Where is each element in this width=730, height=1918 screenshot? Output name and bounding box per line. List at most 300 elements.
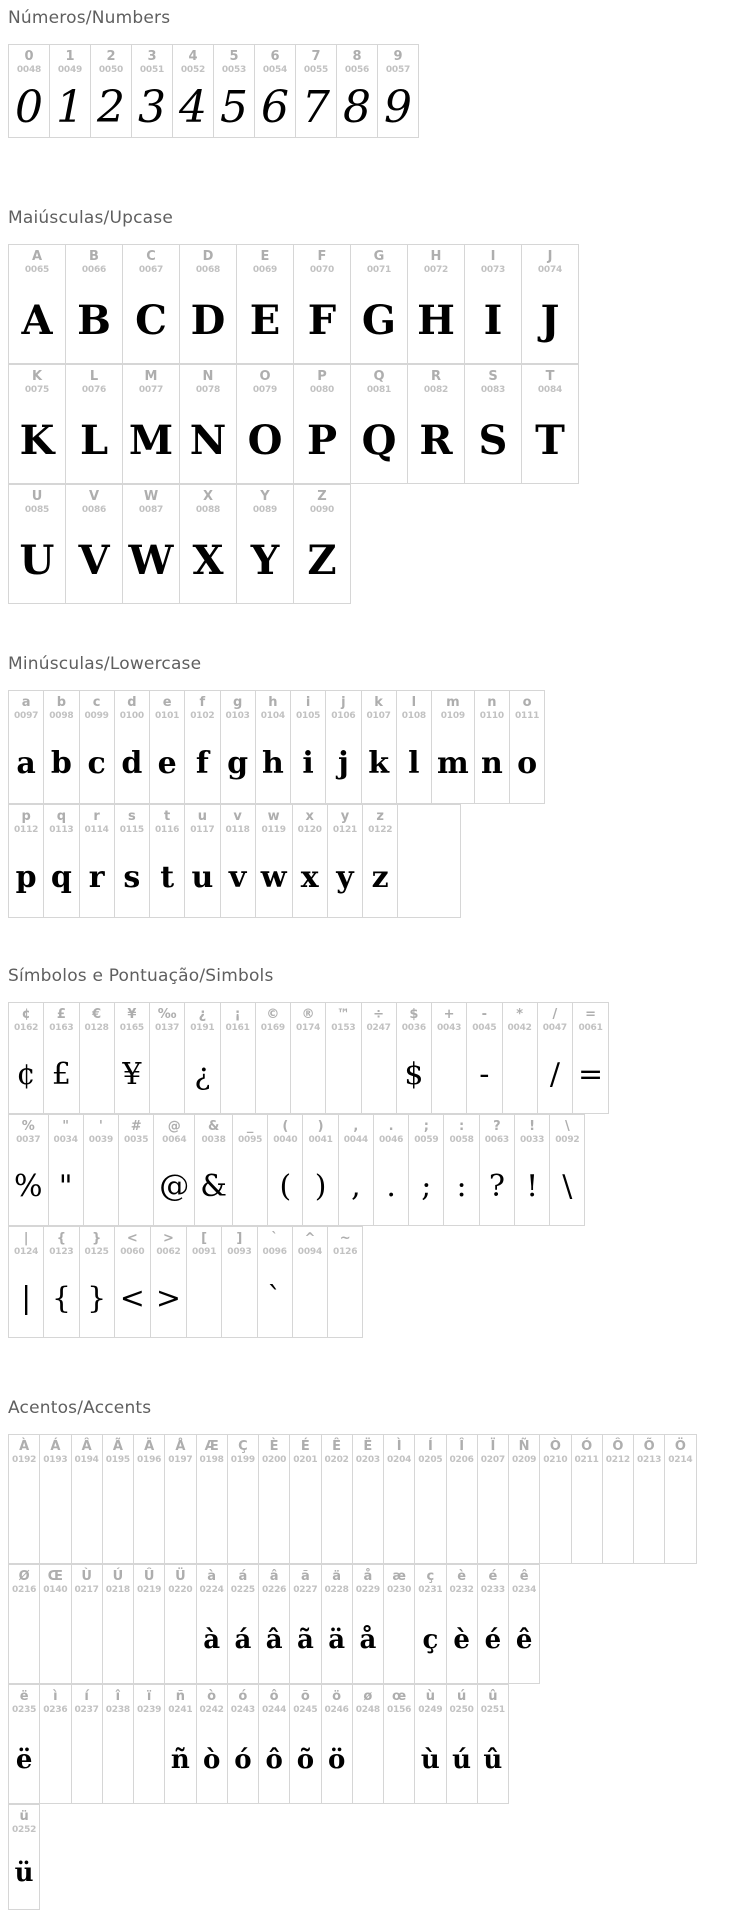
glyph-cell: [326, 1003, 361, 1114]
cell-reference-char: \: [564, 1119, 570, 1134]
glyph-cell: [71, 1565, 102, 1684]
cell-font-glyph: [106, 1597, 130, 1683]
cell-font-glyph: ú: [452, 1745, 472, 1775]
cell-reference-char: p: [21, 809, 31, 824]
cell-font-glyph: [481, 1467, 505, 1563]
cell-reference-char: .: [388, 1119, 394, 1134]
cell-font-glyph: ): [314, 1168, 327, 1204]
glyph-cell: [465, 245, 522, 364]
cell-reference-char: V: [88, 489, 100, 504]
cell-unicode-code: 0094: [297, 1247, 323, 1257]
cell-font-glyph: C: [135, 296, 167, 344]
cell-font-glyph: [75, 1717, 99, 1803]
glyph-cell: [66, 365, 123, 484]
glyph-cell: [477, 1435, 508, 1564]
glyph-cell: [165, 1565, 196, 1684]
glyph-cell: [352, 1685, 383, 1804]
glyph-cell: [477, 1685, 508, 1804]
cell-unicode-code: 0205: [418, 1455, 443, 1465]
cell-reference-char: M: [144, 369, 158, 384]
cell-unicode-code: 0110: [479, 711, 504, 721]
cell-unicode-code: 0237: [74, 1705, 99, 1715]
cell-unicode-code: 0247: [366, 1023, 391, 1033]
cell-unicode-code: 0121: [332, 825, 358, 835]
glyph-cell: [268, 1115, 303, 1226]
glyph-cell: [294, 365, 351, 484]
glyph-cell: [9, 805, 44, 918]
cell-reference-char: Ò: [549, 1439, 561, 1454]
glyph-cell: [290, 1685, 321, 1804]
cell-font-glyph: U: [19, 536, 55, 584]
cell-font-glyph: 4: [179, 81, 207, 133]
cell-font-glyph: 6: [261, 81, 289, 133]
glyph-cell: [446, 1435, 477, 1564]
cell-unicode-code: 0219: [137, 1585, 162, 1595]
cell-unicode-code: 0060: [120, 1247, 145, 1257]
glyph-cell: [373, 1115, 408, 1226]
glyph-cell: [9, 1227, 44, 1338]
cell-reference-char: u: [197, 809, 207, 824]
glyph-cell: [71, 1685, 102, 1804]
cell-unicode-code: 0047: [542, 1023, 567, 1033]
cell-font-glyph: [200, 1467, 224, 1563]
glyph-cell: [444, 1115, 479, 1226]
cell-unicode-code: 0163: [49, 1023, 74, 1033]
cell-reference-char: 4: [188, 49, 198, 64]
cell-unicode-code: 0214: [668, 1455, 693, 1465]
glyph-cell: [79, 805, 114, 918]
glyph-cell: [338, 1115, 373, 1226]
cell-reference-char: Å: [175, 1439, 186, 1454]
cell-unicode-code: 0195: [105, 1455, 130, 1465]
cell-reference-char: g: [232, 695, 243, 710]
cell-reference-char: Y: [260, 489, 270, 504]
cell-font-glyph: l: [408, 745, 420, 781]
glyph-cell: [509, 1565, 540, 1684]
cell-reference-char: 7: [311, 49, 321, 64]
cell-reference-char: 0: [24, 49, 34, 64]
cell-font-glyph: @: [159, 1168, 190, 1204]
cell-unicode-code: 0123: [49, 1247, 74, 1257]
cell-unicode-code: 0218: [105, 1585, 130, 1595]
cell-unicode-code: 0077: [138, 385, 164, 395]
cell-unicode-code: 0072: [423, 265, 449, 275]
cell-unicode-code: 0174: [296, 1023, 321, 1033]
cell-reference-char: ç: [426, 1569, 435, 1584]
cell-font-glyph: [137, 1597, 161, 1683]
glyph-cell: [9, 1565, 40, 1684]
cell-font-glyph: [325, 1467, 349, 1563]
cell-font-glyph: [12, 1597, 36, 1683]
cell-font-glyph: [298, 1259, 322, 1337]
cell-unicode-code: 0099: [84, 711, 109, 721]
glyph-row: [8, 484, 351, 604]
glyph-cell: [83, 1115, 118, 1226]
glyph-cell: [195, 1115, 233, 1226]
cell-font-glyph: [387, 1597, 411, 1683]
cell-font-glyph: [637, 1467, 661, 1563]
cell-reference-char: ‰: [157, 1007, 177, 1022]
cell-font-glyph: [192, 1259, 216, 1337]
cell-unicode-code: 0126: [333, 1247, 358, 1257]
cell-unicode-code: 0068: [195, 265, 221, 275]
cell-unicode-code: 0041: [308, 1135, 333, 1145]
cell-reference-char: s: [128, 809, 136, 824]
glyph-cell: [571, 1435, 602, 1564]
cell-reference-char: }: [91, 1231, 102, 1246]
cell-unicode-code: 0200: [262, 1455, 287, 1465]
glyph-cell: [432, 1003, 467, 1114]
cell-reference-char: T: [545, 369, 555, 384]
cell-font-glyph: Z: [307, 536, 337, 584]
cell-reference-char: Õ: [643, 1439, 655, 1454]
cell-reference-char: 8: [352, 49, 362, 64]
glyph-cell: [291, 691, 326, 804]
glyph-cell: [396, 691, 431, 804]
section-0: [8, 8, 722, 138]
section-title: Maiúsculas/Upcase: [8, 208, 173, 228]
glyph-cell: [102, 1685, 133, 1804]
cell-font-glyph: o: [517, 745, 538, 781]
glyph-cell: [150, 1003, 185, 1114]
glyph-cell: [150, 691, 185, 804]
cell-font-glyph: J: [540, 296, 560, 344]
glyph-cell: [237, 245, 294, 364]
glyph-cell: [352, 1435, 383, 1564]
cell-font-glyph: ": [58, 1168, 73, 1204]
cell-unicode-code: 0070: [309, 265, 335, 275]
cell-font-glyph: [43, 1717, 67, 1803]
cell-unicode-code: 0246: [324, 1705, 349, 1715]
cell-font-glyph: &: [200, 1168, 227, 1204]
cell-font-glyph: [226, 1035, 250, 1113]
cell-reference-char: Á: [50, 1439, 61, 1454]
glyph-row: [8, 1684, 509, 1804]
cell-font-glyph: [512, 1467, 536, 1563]
cell-unicode-code: 0059: [414, 1135, 439, 1145]
cell-unicode-code: 0062: [156, 1247, 181, 1257]
cell-font-glyph: ë: [15, 1745, 33, 1775]
glyph-cell: [384, 1565, 415, 1684]
cell-unicode-code: 0057: [385, 65, 411, 75]
cell-unicode-code: 0153: [331, 1023, 356, 1033]
cell-reference-char: U: [31, 489, 43, 504]
cell-unicode-code: 0080: [309, 385, 335, 395]
cell-reference-char: ): [317, 1119, 324, 1134]
glyph-cell: [185, 1003, 220, 1114]
cell-unicode-code: 0053: [221, 65, 247, 75]
glyph-cell: [361, 1003, 396, 1114]
cell-unicode-code: 0231: [418, 1585, 443, 1595]
cell-unicode-code: 0248: [355, 1705, 380, 1715]
cell-reference-char: h: [268, 695, 278, 710]
cell-reference-char: C: [146, 249, 156, 264]
cell-font-glyph: p: [15, 859, 37, 895]
cell-reference-char: é: [488, 1569, 498, 1584]
cell-unicode-code: 0065: [24, 265, 50, 275]
cell-font-glyph: [106, 1717, 130, 1803]
cell-unicode-code: 0074: [537, 265, 563, 275]
glyph-cell: [227, 1565, 258, 1684]
cell-font-glyph: F: [307, 296, 337, 344]
glyph-cell: [321, 1565, 352, 1684]
cell-reference-char: J: [547, 249, 553, 264]
cell-font-glyph: [137, 1467, 161, 1563]
glyph-cell: [351, 245, 408, 364]
cell-reference-char: ó: [238, 1689, 248, 1704]
cell-unicode-code: 0101: [155, 711, 180, 721]
cell-unicode-code: 0037: [16, 1135, 41, 1145]
cell-unicode-code: 0229: [355, 1585, 380, 1595]
glyph-cell: [363, 805, 398, 918]
cell-reference-char: ã: [300, 1569, 310, 1584]
cell-reference-char: n: [487, 695, 497, 710]
cell-reference-char: ü: [19, 1809, 29, 1824]
section-title: Minúsculas/Lowercase: [8, 654, 202, 674]
cell-unicode-code: 0252: [12, 1825, 37, 1835]
cell-unicode-code: 0067: [138, 265, 164, 275]
glyph-cell: [408, 245, 465, 364]
cell-unicode-code: 0054: [262, 65, 288, 75]
cell-unicode-code: 0213: [637, 1455, 662, 1465]
cell-unicode-code: 0137: [155, 1023, 180, 1033]
cell-font-glyph: ;: [421, 1168, 432, 1204]
cell-font-glyph: [12, 1467, 36, 1563]
cell-reference-char: 3: [147, 49, 157, 64]
glyph-cell: [522, 365, 579, 484]
glyph-cell: [44, 1003, 79, 1114]
cell-reference-char: ®: [301, 1007, 315, 1022]
cell-reference-char: L: [89, 369, 99, 384]
cell-unicode-code: 0055: [303, 65, 329, 75]
cell-reference-char: K: [31, 369, 43, 384]
cell-reference-char: (: [282, 1119, 289, 1134]
cell-font-glyph: j: [337, 745, 349, 781]
cell-reference-char: [: [201, 1231, 208, 1246]
glyph-cell: [255, 1003, 290, 1114]
cell-reference-char: Æ: [204, 1439, 219, 1454]
cell-reference-char: :: [459, 1119, 465, 1134]
cell-font-glyph: b: [50, 745, 72, 781]
cell-font-glyph: |: [21, 1280, 32, 1316]
glyph-cell: [292, 805, 327, 918]
cell-font-glyph: -: [479, 1056, 490, 1092]
cell-font-glyph: [261, 1035, 285, 1113]
cell-reference-char: ï: [146, 1689, 152, 1704]
cell-unicode-code: 0085: [24, 505, 50, 515]
cell-unicode-code: 0046: [378, 1135, 404, 1145]
cell-font-glyph: å: [359, 1625, 377, 1655]
cell-reference-char: =: [585, 1007, 597, 1022]
cell-font-glyph: .: [386, 1168, 396, 1204]
cell-unicode-code: 0095: [237, 1135, 263, 1145]
cell-reference-char: B: [89, 249, 99, 264]
glyph-cell: [237, 365, 294, 484]
cell-unicode-code: 0114: [84, 825, 109, 835]
cell-font-glyph: 8: [343, 81, 371, 133]
glyph-row: [8, 1434, 697, 1564]
cell-reference-char: Ø: [18, 1569, 30, 1584]
cell-unicode-code: 0089: [252, 505, 278, 515]
cell-font-glyph: [331, 1035, 355, 1113]
cell-font-glyph: A: [21, 296, 53, 344]
cell-font-glyph: V: [78, 536, 110, 584]
cell-unicode-code: 0217: [74, 1585, 99, 1595]
glyph-cell: [123, 365, 180, 484]
cell-unicode-code: 0236: [43, 1705, 68, 1715]
cell-font-glyph: =: [578, 1056, 604, 1092]
glyph-cell: [66, 245, 123, 364]
glyph-cell: [173, 45, 214, 138]
cell-font-glyph: ù: [420, 1745, 440, 1775]
cell-font-glyph: ã: [296, 1625, 314, 1655]
cell-reference-char: á: [238, 1569, 248, 1584]
cell-reference-char: z: [376, 809, 384, 824]
glyph-cell: [114, 691, 149, 804]
glyph-cell: [102, 1435, 133, 1564]
cell-font-glyph: d: [121, 745, 143, 781]
cell-font-glyph: !: [526, 1168, 539, 1204]
cell-reference-char: 2: [106, 49, 116, 64]
glyph-cell: [321, 1685, 352, 1804]
cell-reference-char: |: [23, 1231, 29, 1246]
glyph-cell: [255, 45, 296, 138]
cell-font-glyph: K: [19, 416, 55, 464]
cell-reference-char: å: [363, 1569, 373, 1584]
cell-font-glyph: >: [155, 1280, 182, 1316]
cell-font-glyph: \: [562, 1168, 573, 1204]
cell-unicode-code: 0102: [190, 711, 215, 721]
cell-font-glyph: v: [228, 859, 247, 895]
glyph-cell: [294, 245, 351, 364]
cell-font-glyph: é: [484, 1625, 502, 1655]
cell-reference-char: Ë: [363, 1439, 373, 1454]
cell-font-glyph: a: [16, 745, 36, 781]
cell-font-glyph: %: [14, 1168, 43, 1204]
cell-reference-char: î: [115, 1689, 121, 1704]
glyph-cell: [91, 45, 132, 138]
cell-font-glyph: 3: [138, 81, 166, 133]
cell-reference-char: Û: [143, 1569, 155, 1584]
cell-reference-char: ú: [456, 1689, 467, 1704]
cell-font-glyph: P: [306, 416, 338, 464]
cell-reference-char: Œ: [47, 1569, 63, 1584]
cell-font-glyph: [137, 1717, 161, 1803]
glyph-cell: [79, 1227, 114, 1338]
cell-unicode-code: 0097: [14, 711, 39, 721]
cell-reference-char: Ï: [490, 1439, 496, 1454]
cell-reference-char: #: [130, 1119, 142, 1134]
cell-font-glyph: :: [456, 1168, 467, 1204]
glyph-cell: [227, 1685, 258, 1804]
cell-font-glyph: [296, 1035, 320, 1113]
cell-unicode-code: 0235: [12, 1705, 37, 1715]
cell-unicode-code: 0044: [343, 1135, 368, 1145]
cell-unicode-code: 0115: [119, 825, 144, 835]
cell-reference-char: W: [143, 489, 159, 504]
glyph-row: [8, 1226, 363, 1338]
cell-font-glyph: [606, 1467, 630, 1563]
cell-unicode-code: 0120: [297, 825, 322, 835]
cell-font-glyph: /: [549, 1056, 560, 1092]
cell-unicode-code: 0058: [449, 1135, 474, 1145]
cell-reference-char: `: [271, 1231, 278, 1246]
cell-unicode-code: 0083: [480, 385, 506, 395]
cell-font-glyph: á: [234, 1625, 252, 1655]
cell-reference-char: â: [269, 1569, 279, 1584]
cell-unicode-code: 0117: [190, 825, 215, 835]
cell-reference-char: 9: [393, 49, 403, 64]
glyph-cell: [446, 1685, 477, 1804]
cell-unicode-code: 0194: [74, 1455, 99, 1465]
cell-reference-char: w: [267, 809, 280, 824]
cell-font-glyph: E: [249, 296, 281, 344]
cell-reference-char: ¢: [21, 1007, 31, 1022]
cell-unicode-code: 0199: [230, 1455, 255, 1465]
glyph-cell: [220, 1003, 255, 1114]
cell-font-glyph: s: [123, 859, 141, 895]
cell-font-glyph: 7: [302, 81, 330, 133]
cell-reference-char: v: [233, 809, 242, 824]
cell-unicode-code: 0124: [14, 1247, 39, 1257]
cell-unicode-code: 0122: [368, 825, 393, 835]
cell-reference-char: Ã: [112, 1439, 123, 1454]
cell-unicode-code: 0066: [81, 265, 107, 275]
cell-unicode-code: 0128: [84, 1023, 109, 1033]
cell-reference-char: {: [56, 1231, 66, 1246]
cell-font-glyph: Y: [250, 536, 280, 584]
cell-reference-char: &: [207, 1119, 220, 1134]
cell-font-glyph: u: [191, 859, 214, 895]
cell-reference-char: R: [430, 369, 441, 384]
cell-reference-char: >: [163, 1231, 174, 1246]
cell-reference-char: 6: [270, 49, 280, 64]
glyph-cell: [44, 805, 79, 918]
cell-font-glyph: k: [368, 745, 390, 781]
cell-reference-char: ]: [236, 1231, 243, 1246]
cell-font-glyph: h: [261, 745, 284, 781]
cell-reference-char: ,: [353, 1119, 359, 1134]
cell-font-glyph: [227, 1259, 251, 1337]
cell-reference-char: b: [56, 695, 67, 710]
cell-font-glyph: [333, 1259, 357, 1337]
cell-reference-char: ë: [19, 1689, 29, 1704]
cell-unicode-code: 0043: [437, 1023, 462, 1033]
cell-reference-char: Ç: [238, 1439, 248, 1454]
cell-reference-char: X: [202, 489, 214, 504]
cell-unicode-code: 0036: [401, 1023, 426, 1033]
glyph-cell: [227, 1435, 258, 1564]
cell-unicode-code: 0210: [543, 1455, 568, 1465]
cell-font-glyph: (: [279, 1168, 292, 1204]
glyph-cell: [259, 1435, 290, 1564]
cell-unicode-code: 0244: [262, 1705, 287, 1715]
cell-unicode-code: 0100: [119, 711, 144, 721]
cell-unicode-code: 0251: [480, 1705, 505, 1715]
glyph-cell: [232, 1115, 267, 1226]
glyph-cell: [48, 1115, 83, 1226]
cell-reference-char: O: [259, 369, 271, 384]
glyph-cell: [573, 1003, 609, 1114]
cell-unicode-code: 0169: [260, 1023, 285, 1033]
cell-unicode-code: 0076: [81, 385, 107, 395]
cell-unicode-code: 0212: [605, 1455, 630, 1465]
cell-font-glyph: 1: [56, 81, 84, 133]
glyph-cell: [351, 365, 408, 484]
glyph-cell: [361, 691, 396, 804]
glyph-cell: [415, 1435, 446, 1564]
cell-reference-char: Q: [373, 369, 385, 384]
